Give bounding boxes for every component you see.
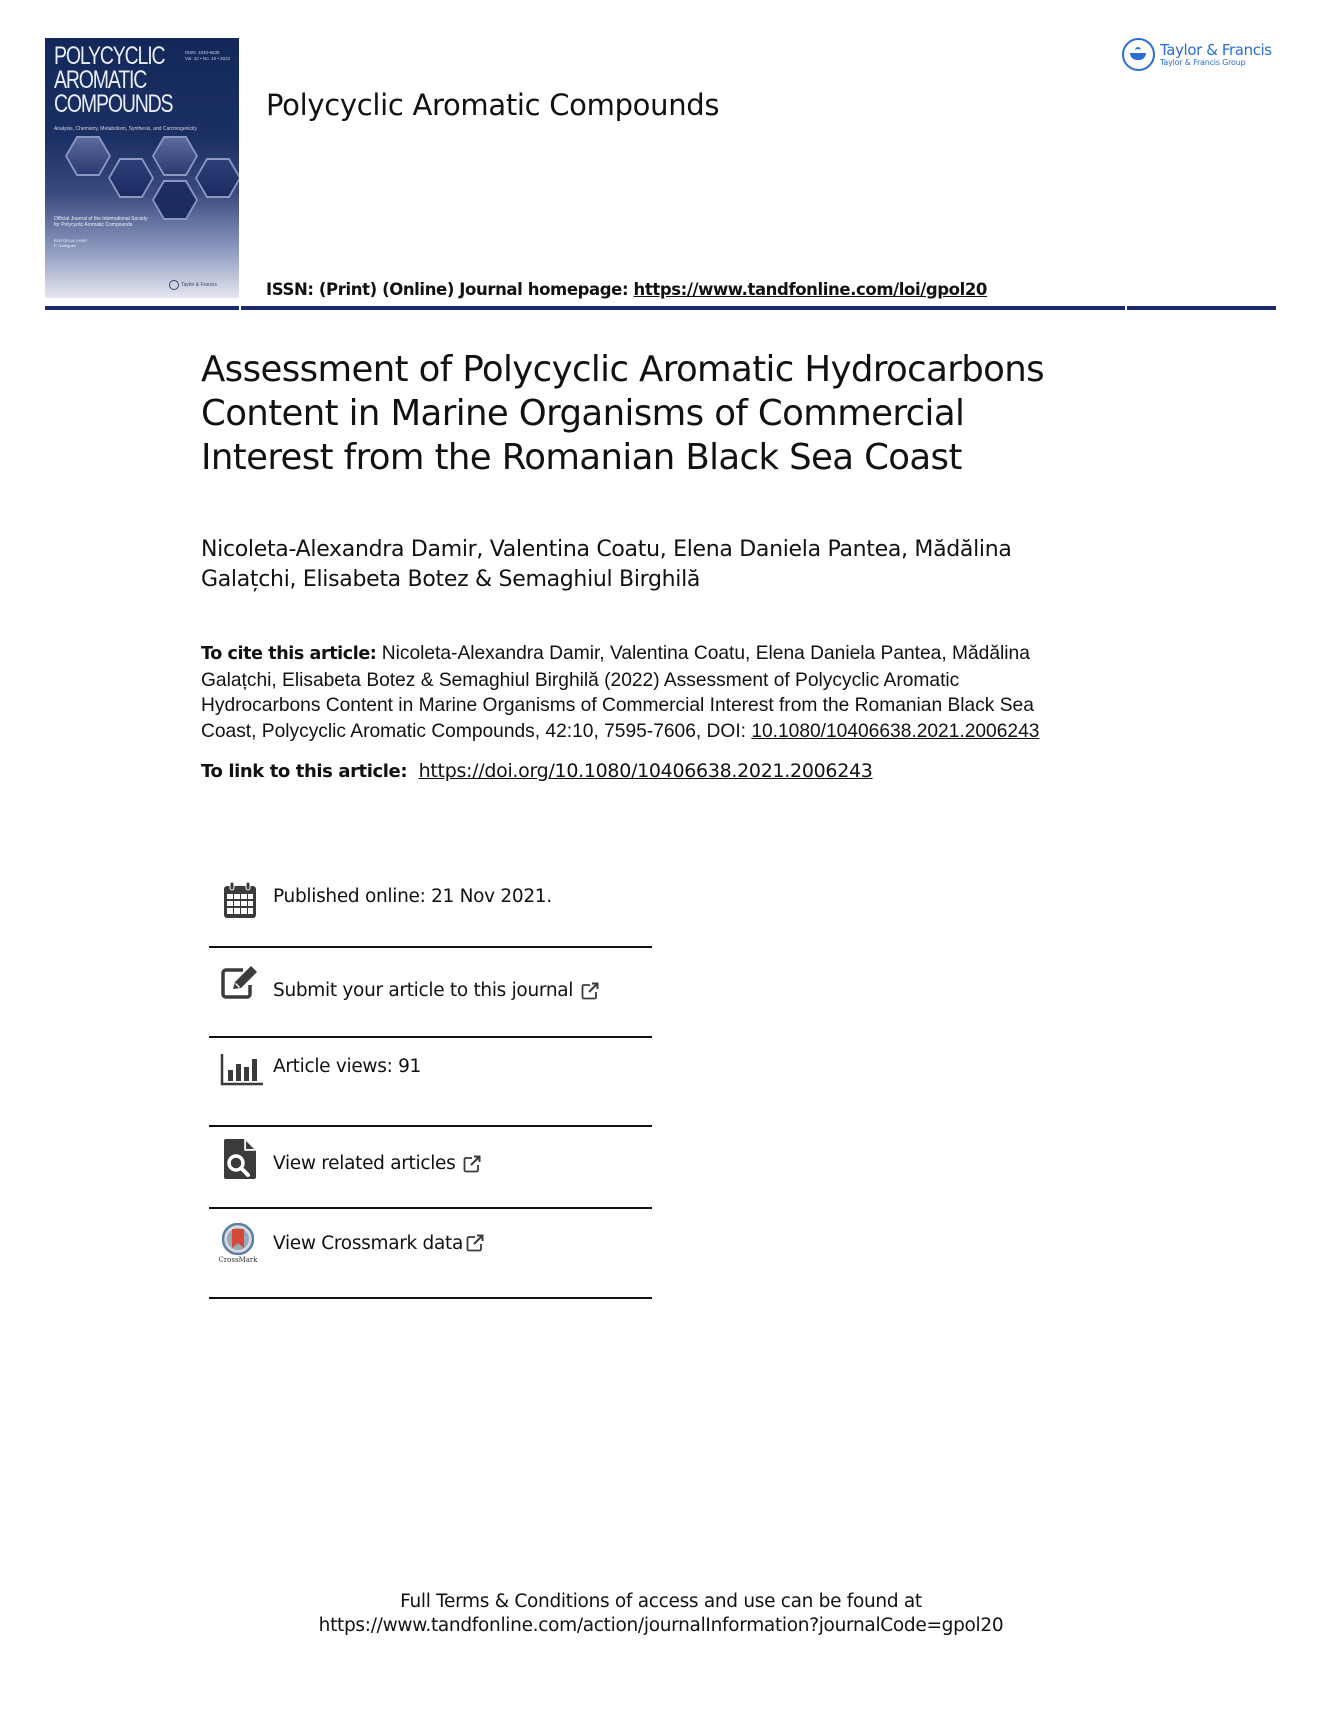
header-rule (241, 306, 1125, 310)
publisher-logo-icon (169, 280, 179, 290)
external-link-icon (463, 1155, 481, 1173)
doi-link[interactable]: 10.1080/10406638.2021.2006243 (751, 720, 1040, 742)
terms-footer (0, 1590, 1322, 1638)
link-label: To link to this article: (201, 761, 408, 782)
published-online-item (209, 860, 652, 946)
view-related-articles-label: View related articles (273, 1153, 456, 1174)
header-rule (45, 306, 239, 310)
article-actions-list (209, 860, 652, 1299)
hexagon-shape (108, 158, 154, 198)
hexagon-shape (195, 158, 239, 198)
article-views-item (209, 1038, 652, 1125)
published-online-label: Published online: 21 Nov 2021. (273, 886, 552, 907)
view-crossmark-link[interactable] (209, 1209, 652, 1297)
lamp-logo-icon (1122, 38, 1155, 71)
terms-url: https://www.tandfonline.com/action/journalInformation?journalCode=gpol20 (318, 1615, 1004, 1636)
submit-article-label: Submit your article to this journal (273, 980, 574, 1001)
submit-article-link[interactable] (209, 948, 652, 1036)
taylor-francis-logo: Taylor & Francis Taylor & Francis Group (1122, 38, 1272, 71)
cover-official-journal: Official Journal of the International Society for Polycyclic Aromatic Compounds (54, 216, 148, 228)
cover-editor: EDITOR-IN-CHIEF P. Garrigues (54, 238, 88, 248)
header-rule (1127, 306, 1276, 310)
issn-homepage-line: ISSN: (Print) (Online) Journal homepage: https://www.tandfonline.com/loi/gpol20 (266, 280, 988, 299)
hexagon-shape (152, 180, 198, 220)
cover-publisher-logo: Taylor & Francis (169, 280, 217, 290)
divider (209, 1297, 652, 1299)
edit-icon (221, 962, 259, 1002)
article-views-label: Article views: 91 (273, 1056, 422, 1077)
article-authors: Nicoleta-Alexandra Damir, Valentina Coatu, Elena Daniela Pantea, Mădălina Galațchi, Elisabeta Botez & Semaghiul Birghilă (201, 537, 1012, 592)
cover-issn: ISSN: 1040-6638 Vol. 42 • No. 10 • 2022 (185, 50, 231, 61)
external-link-icon (466, 1234, 484, 1252)
crossmark-icon (219, 1223, 257, 1269)
external-link-icon (581, 982, 599, 1000)
hexagon-shape (65, 136, 111, 176)
search-document-icon (221, 1139, 259, 1179)
crossmark-caption: CrossMark (218, 1255, 258, 1264)
article-link-line (201, 760, 873, 782)
cover-title: POLYCYCLIC AROMATIC COMPOUNDS (54, 42, 173, 118)
article-title: Assessment of Polycyclic Aromatic Hydrocarbons Content in Marine Organisms of Commercial Interest from the Romanian Black Sea Coast (201, 349, 1045, 478)
view-related-articles-link[interactable] (209, 1127, 652, 1207)
hexagon-shape (152, 136, 198, 176)
article-doi-url[interactable]: https://doi.org/10.1080/10406638.2021.2006243 (418, 760, 873, 782)
journal-homepage-link[interactable]: https://www.tandfonline.com/loi/gpol20 (633, 280, 988, 299)
journal-title: Polycyclic Aromatic Compounds (266, 88, 720, 122)
cite-label: To cite this article: (201, 644, 377, 664)
cover-subtitle: Analysis, Chemistry, Metabolism, Synthesis, and Carcinogenicity (54, 126, 198, 132)
terms-text: Full Terms & Conditions of access and use can be found at (400, 1591, 922, 1612)
citation-block: To cite this article: Nicoleta-Alexandra Damir, Valentina Coatu, Elena Daniela Pantea, Mădălina Galațchi, Elisabeta Botez & Semaghiul Birghilă (2022) Assessment of Polycyclic Aromatic Hydrocarbons Content in Marine Organisms of Commercial Interest from the Romanian Black Sea Coast, Polycyclic Aromatic Compounds, 42:10, 7595-7606, DOI: 10.1080/10406638.2021.2006243 (201, 643, 1040, 742)
journal-cover-image (45, 38, 239, 298)
view-crossmark-label: View Crossmark data (273, 1232, 464, 1254)
calendar-icon (221, 880, 259, 920)
bar-chart-icon (220, 1050, 264, 1090)
